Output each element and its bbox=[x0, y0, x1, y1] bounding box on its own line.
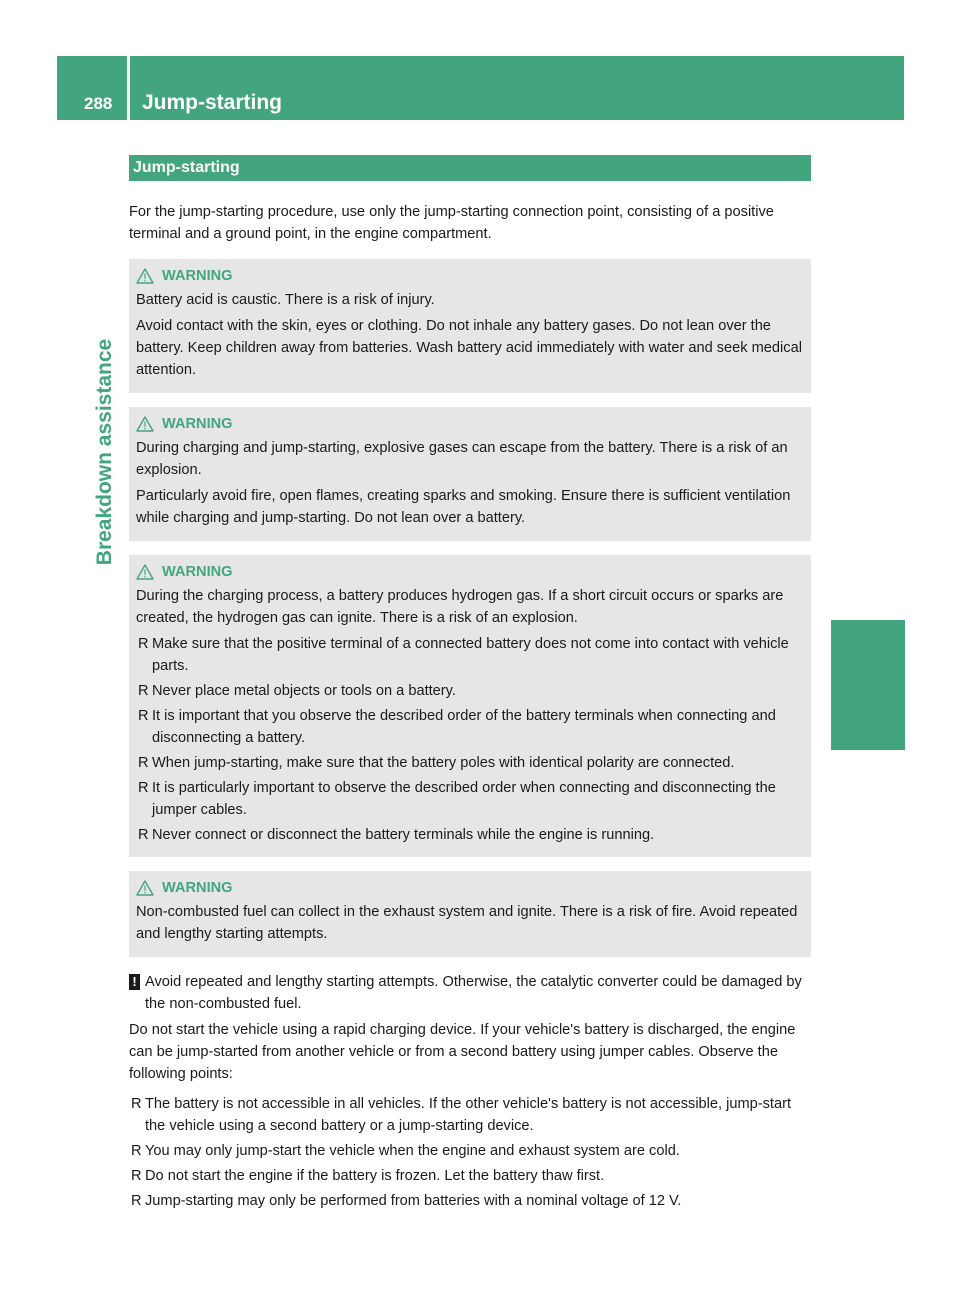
list-item bbox=[136, 777, 804, 821]
side-label bbox=[93, 338, 116, 566]
section-title-text: Jump-starting bbox=[133, 159, 240, 176]
section-title bbox=[129, 155, 811, 181]
list-item bbox=[136, 824, 804, 846]
bullet-marker: R bbox=[138, 636, 149, 652]
warning-header bbox=[136, 559, 804, 585]
list-item bbox=[136, 633, 804, 677]
warning-paragraph: Particularly avoid fire, open flames, creating sparks and smoking. Ensure there is sufficient ventilation while charging and jump-starting. Do not lean over a battery. bbox=[136, 488, 791, 526]
list-item bbox=[129, 1140, 811, 1162]
list-item bbox=[136, 752, 804, 774]
page-number: 288 bbox=[84, 94, 113, 113]
list-item-text: When jump-starting, make sure that the battery poles with identical polarity are connected. bbox=[152, 755, 735, 771]
warning-paragraph: During the charging process, a battery produces hydrogen gas. If a short circuit occurs or sparks are created, the hydrogen gas can ignite. There is a risk of an explosion. bbox=[136, 588, 784, 626]
warning-bullet-list bbox=[136, 633, 804, 846]
side-tab bbox=[831, 620, 905, 750]
list-item-text: Never place metal objects or tools on a battery. bbox=[152, 683, 456, 699]
warning-paragraph: Avoid contact with the skin, eyes or clothing. Do not inhale any battery gases. Do not lean over the battery. Keep children away from batteries. Wash battery acid immediately with water and seek medical attention. bbox=[136, 318, 802, 378]
warning-triangle-icon bbox=[136, 563, 162, 581]
header-title: Jump-starting bbox=[142, 91, 283, 114]
side-label-text: Breakdown assistance bbox=[93, 338, 116, 566]
page-content bbox=[129, 155, 811, 1215]
warning-header bbox=[136, 875, 804, 901]
warning-label: WARNING bbox=[162, 268, 233, 284]
bullet-marker: R bbox=[131, 1168, 142, 1184]
intro-paragraph: For the jump-starting procedure, use only the jump-starting connection point, consisting of a positive terminal and a ground point, in the engine compartment. bbox=[129, 204, 774, 242]
list-item bbox=[136, 680, 804, 702]
list-item-text: It is particularly important to observe the described order when connecting and disconnecting the jumper cables. bbox=[152, 780, 776, 818]
body-paragraph: Do not start the vehicle using a rapid charging device. If your vehicle's battery is discharged, the engine can be jump-started from another vehicle or from a second battery using jumper cables. Observe the following points: bbox=[129, 1022, 796, 1082]
warning-triangle-icon bbox=[136, 415, 162, 433]
warning-label: WARNING bbox=[162, 880, 233, 896]
warning-box bbox=[129, 259, 811, 393]
bullet-marker: R bbox=[131, 1193, 142, 1209]
warning-paragraph: During charging and jump-starting, explosive gases can escape from the battery. There is a risk of an explosion. bbox=[136, 440, 788, 478]
warning-box bbox=[129, 555, 811, 857]
notice-text: Avoid repeated and lengthy starting attempts. Otherwise, the catalytic converter could be damaged by the non-combusted fuel. bbox=[145, 974, 802, 1012]
warning-triangle-icon bbox=[136, 267, 162, 285]
list-item-text: Jump-starting may only be performed from batteries with a nominal voltage of 12 V. bbox=[145, 1193, 682, 1209]
list-item-text: It is important that you observe the described order of the battery terminals when connecting and disconnecting a battery. bbox=[152, 708, 776, 746]
warning-label: WARNING bbox=[162, 416, 233, 432]
body-bullet-list bbox=[129, 1093, 811, 1212]
warning-triangle-icon bbox=[136, 879, 162, 897]
header-divider bbox=[127, 56, 130, 120]
warning-box bbox=[129, 407, 811, 541]
bullet-marker: R bbox=[138, 708, 149, 724]
warning-paragraph: Battery acid is caustic. There is a risk of injury. bbox=[136, 292, 435, 308]
bullet-marker: R bbox=[131, 1143, 142, 1159]
warning-header bbox=[136, 263, 804, 289]
bullet-marker: R bbox=[131, 1096, 142, 1112]
notice bbox=[129, 971, 811, 1015]
bullet-marker: R bbox=[138, 827, 149, 843]
list-item-text: Never connect or disconnect the battery terminals while the engine is running. bbox=[152, 827, 655, 843]
list-item-text: Do not start the engine if the battery is frozen. Let the battery thaw first. bbox=[145, 1168, 605, 1184]
list-item bbox=[129, 1165, 811, 1187]
list-item bbox=[129, 1093, 811, 1137]
list-item bbox=[136, 705, 804, 749]
bullet-marker: R bbox=[138, 755, 149, 771]
notice-exclamation-icon: ! bbox=[129, 974, 140, 990]
list-item-text: The battery is not accessible in all vehicles. If the other vehicle's battery is not accessible, jump-start the vehicle using a second battery or a jump-starting device. bbox=[145, 1096, 792, 1134]
warning-header bbox=[136, 411, 804, 437]
list-item-text: Make sure that the positive terminal of a connected battery does not come into contact with vehicle parts. bbox=[152, 636, 789, 674]
list-item-text: You may only jump-start the vehicle when the engine and exhaust system are cold. bbox=[145, 1143, 680, 1159]
warning-box bbox=[129, 871, 811, 957]
list-item bbox=[129, 1190, 811, 1212]
warning-paragraph: Non-combusted fuel can collect in the exhaust system and ignite. There is a risk of fire. Avoid repeated and lengthy starting attempts. bbox=[136, 904, 798, 942]
bullet-marker: R bbox=[138, 683, 149, 699]
bullet-marker: R bbox=[138, 780, 149, 796]
warning-label: WARNING bbox=[162, 564, 233, 580]
